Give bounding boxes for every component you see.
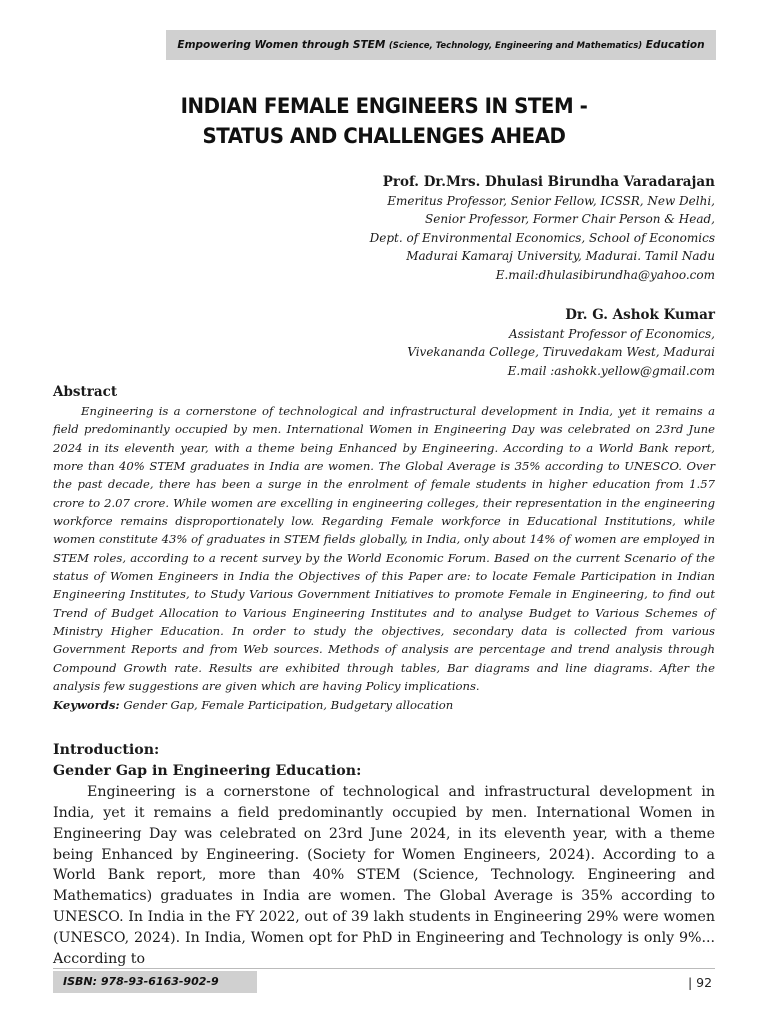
header-text-end: Education: [645, 39, 705, 51]
introduction-section: [53, 740, 715, 970]
footer-divider: [53, 968, 715, 969]
introduction-heading: Introduction:: [53, 742, 160, 758]
keywords-text: Gender Gap, Female Participation, Budgetary allocation: [119, 697, 454, 712]
paper-title: [86, 92, 682, 152]
isbn-label: ISBN: 978-93-6163-902-9: [53, 971, 257, 993]
affiliation-line: Madurai Kamaraj University, Madurai. Tamil Nadu: [406, 249, 715, 264]
introduction-body: Engineering is a cornerstone of technological and infrastructural development in India, yet it remains a field predominantly occupied by men. International Women in Engineering Day was celebrated on 23rd June 2024, in its eleventh year, with a theme being Enhanced by Engineering. (Society for Women Engineers, 2024). According to a World Bank report, more than 40% STEM (Science, Technology. Engineering and Mathematics) graduates in India are women. The Global Average is 35% according to UNESCO. In India in the FY 2022, out of 39 lakh students in Engineering 29% were women (UNESCO, 2024). In India, Women opt for PhD in Engineering and Technology is only 9%... According to: [53, 783, 715, 968]
page-number: | 92: [688, 975, 713, 990]
abstract-heading: Abstract: [53, 384, 118, 400]
running-header: [166, 30, 716, 60]
author-name: Dr. G. Ashok Kumar: [565, 307, 715, 323]
affiliation-line: Senior Professor, Former Chair Person & Head,: [425, 212, 715, 227]
keywords-label: Keywords:: [53, 697, 120, 712]
author-block-2: [115, 305, 715, 380]
affiliation-line: Dept. of Environmental Economics, School of Economics: [369, 230, 715, 245]
affiliation-line: Vivekananda College, Tiruvedakam West, Madurai: [407, 345, 715, 360]
abstract-body: Engineering is a cornerstone of technological and infrastructural development in India, yet it remains a field predominantly occupied by men. International Women in Engineering Day was celebrated on 23rd June 2024 in its eleventh year, with a theme being Enhanced by Engineering. According to a World Bank report, more than 40% STEM graduates in India are women. The Global Average is 35% according to UNESCO. Over the past decade, there has been a surge in the enrolment of female students in higher education from 1.57 crore to 2.07 crore. While women are excelling in engineering colleges, their representation in the engineering workforce remains disproportionately low. Regarding Female workforce in Educational Institutions, while women constitute 43% of graduates in STEM fields globally, in India, only about 14% of women are employed in STEM roles, according to a recent survey by the World Economic Forum. Based on the current Scenario of the status of Women Engineers in India the Objectives of this Paper are: to locate Female Participation in Indian Engineering Institutes, to Study Various Government Initiatives to promote Female in Engineering, to find out Trend of Budget Allocation to Various Engineering Institutes and to analyse Budget to Various Schemes of Ministry Higher Education. In order to study the objectives, secondary data is collected from various Government Reports and from Web sources. Methods of analysis are percentage and trend analysis through Compound Growth rate. Results are exhibited through tables, Bar diagrams and line diagrams. After the analysis few suggestions are given which are having Policy implications.: [53, 404, 715, 694]
header-text-paren: (Science, Technology, Engineering and Mathematics): [388, 41, 643, 51]
introduction-subheading: Gender Gap in Engineering Education:: [53, 762, 362, 779]
keywords-line: [53, 696, 715, 714]
title-line-2: STATUS AND CHALLENGES AHEAD: [202, 124, 566, 149]
author-email: E.mail :ashokk.yellow@gmail.com: [507, 363, 715, 378]
affiliation-line: Emeritus Professor, Senior Fellow, ICSSR, New Delhi,: [387, 194, 715, 208]
author-email: E.mail:dhulasibirundha@yahoo.com: [495, 267, 715, 282]
abstract-section: [53, 382, 715, 714]
author-name: Prof. Dr.Mrs. Dhulasi Birundha Varadarajan: [382, 174, 715, 190]
affiliation-line: Assistant Professor of Economics,: [508, 327, 715, 341]
header-text-main: Empowering Women through STEM: [177, 39, 386, 51]
title-line-1: INDIAN FEMALE ENGINEERS IN STEM -: [180, 94, 588, 119]
author-block-1: [115, 172, 715, 284]
